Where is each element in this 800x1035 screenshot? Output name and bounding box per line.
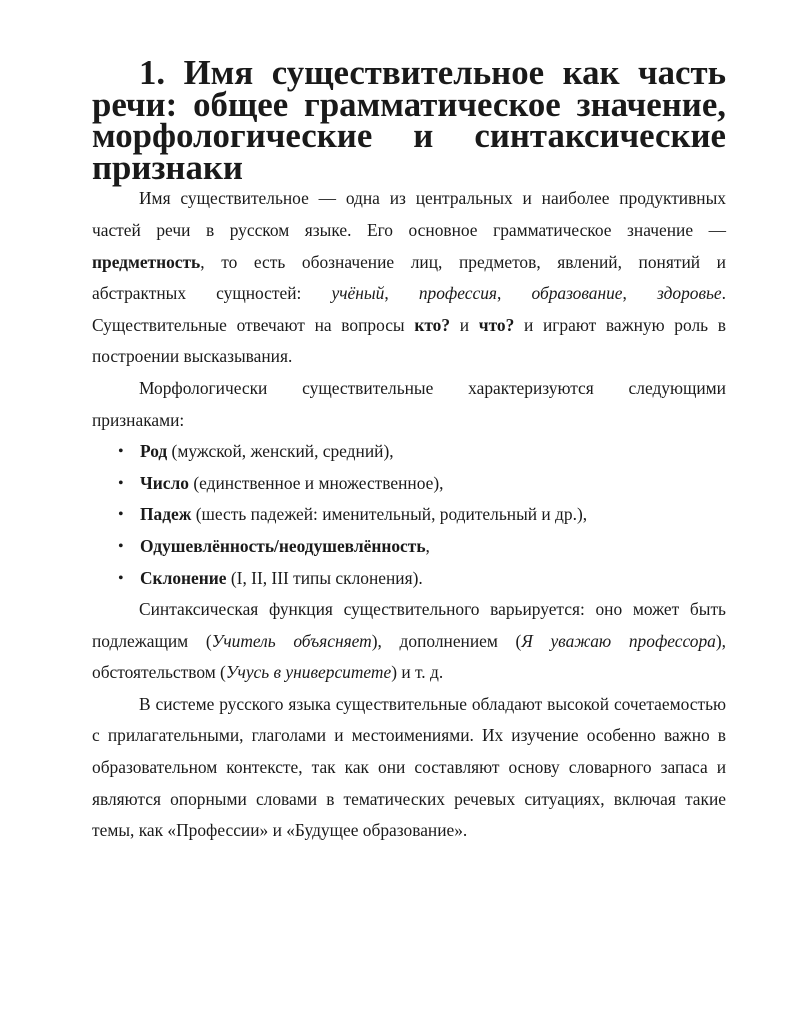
feature-term: Склонение — [140, 567, 227, 588]
bullet-icon: • — [118, 506, 124, 524]
feature-description: (единственное и множественное), — [188, 472, 444, 493]
paragraph-syntax-function — [92, 594, 726, 689]
list-item — [118, 499, 726, 531]
feature-description: (шесть падежей: именительный, родительный и др.), — [191, 504, 588, 525]
italic-example: Я уважаю профессора — [521, 630, 716, 651]
bullet-icon: • — [118, 443, 124, 461]
italic-example: здоровье — [657, 283, 722, 304]
list-item — [118, 468, 726, 500]
italic-example: образование — [531, 283, 623, 304]
paragraph-system-role: В системе русского языка существительные обладают высокой сочетаемостью с прилагательными, глаголами и местоимениями. Их изучение особенно важно в образовательном контексте, так как они составляют основу словарного запаса и являются опорными словами в тематических речевых ситуациях, включая такие темы, как «Профессии» и «Будущее образование». — [92, 693, 726, 841]
feature-term: Число — [140, 472, 189, 493]
section-heading — [92, 53, 726, 187]
paragraph-grammatical-meaning — [92, 183, 726, 373]
bold-term: предметность — [92, 251, 201, 272]
text-run: . Существительные отвечают на вопросы — [92, 283, 726, 335]
text-run: ), обстоятельством ( — [92, 630, 727, 683]
text-run: Имя существительное — одна из центральных и наиболее продуктивных частей речи в русском языке. Его основное грамматическое значение — — [92, 188, 726, 240]
text-run: и играют важную роль в построении высказывания. — [92, 314, 726, 367]
list-item — [118, 436, 726, 468]
italic-example: профессия — [418, 283, 497, 304]
heading-text: Имя существительное как часть речи: общее грамматическое значение, морфологические и синтаксические признаки — [92, 53, 726, 187]
feature-description: , — [425, 535, 430, 556]
features-list — [92, 436, 726, 594]
italic-example: Учусь в университете — [225, 662, 392, 683]
feature-term: Род — [140, 441, 168, 462]
bold-question: кто? — [414, 314, 451, 335]
feature-term: Падеж — [140, 504, 192, 525]
bold-question: что? — [478, 314, 515, 335]
text-run: ) и т. д. — [391, 662, 444, 683]
italic-example: Учитель объясняет — [211, 630, 372, 651]
bullet-icon: • — [118, 474, 124, 492]
text-run: , то есть обозначение лиц, предметов, явлений, понятий и абстрактных сущностей: — [92, 251, 726, 304]
list-item — [118, 563, 726, 595]
text-run: , — [496, 283, 532, 304]
text-run: , — [384, 283, 419, 304]
text-run: и — [450, 314, 479, 335]
list-item — [118, 531, 726, 563]
feature-description: (мужской, женский, средний), — [167, 441, 394, 462]
bullet-icon: • — [118, 569, 124, 587]
bullet-icon: • — [118, 537, 124, 555]
italic-example: учёный — [331, 283, 385, 304]
text-run: Синтаксическая функция существительного варьируется: оно может быть подлежащим ( — [92, 599, 726, 651]
text-run: , — [622, 283, 658, 304]
feature-description: (I, II, III типы склонения). — [226, 567, 423, 588]
heading-number: 1. — [139, 53, 166, 92]
paragraph-morphology-intro: Морфологически существительные характеризуются следующими признаками: — [92, 377, 726, 430]
text-run: ), дополнением ( — [371, 630, 522, 651]
feature-term: Одушевлённость/неодушевлённость — [140, 535, 426, 556]
